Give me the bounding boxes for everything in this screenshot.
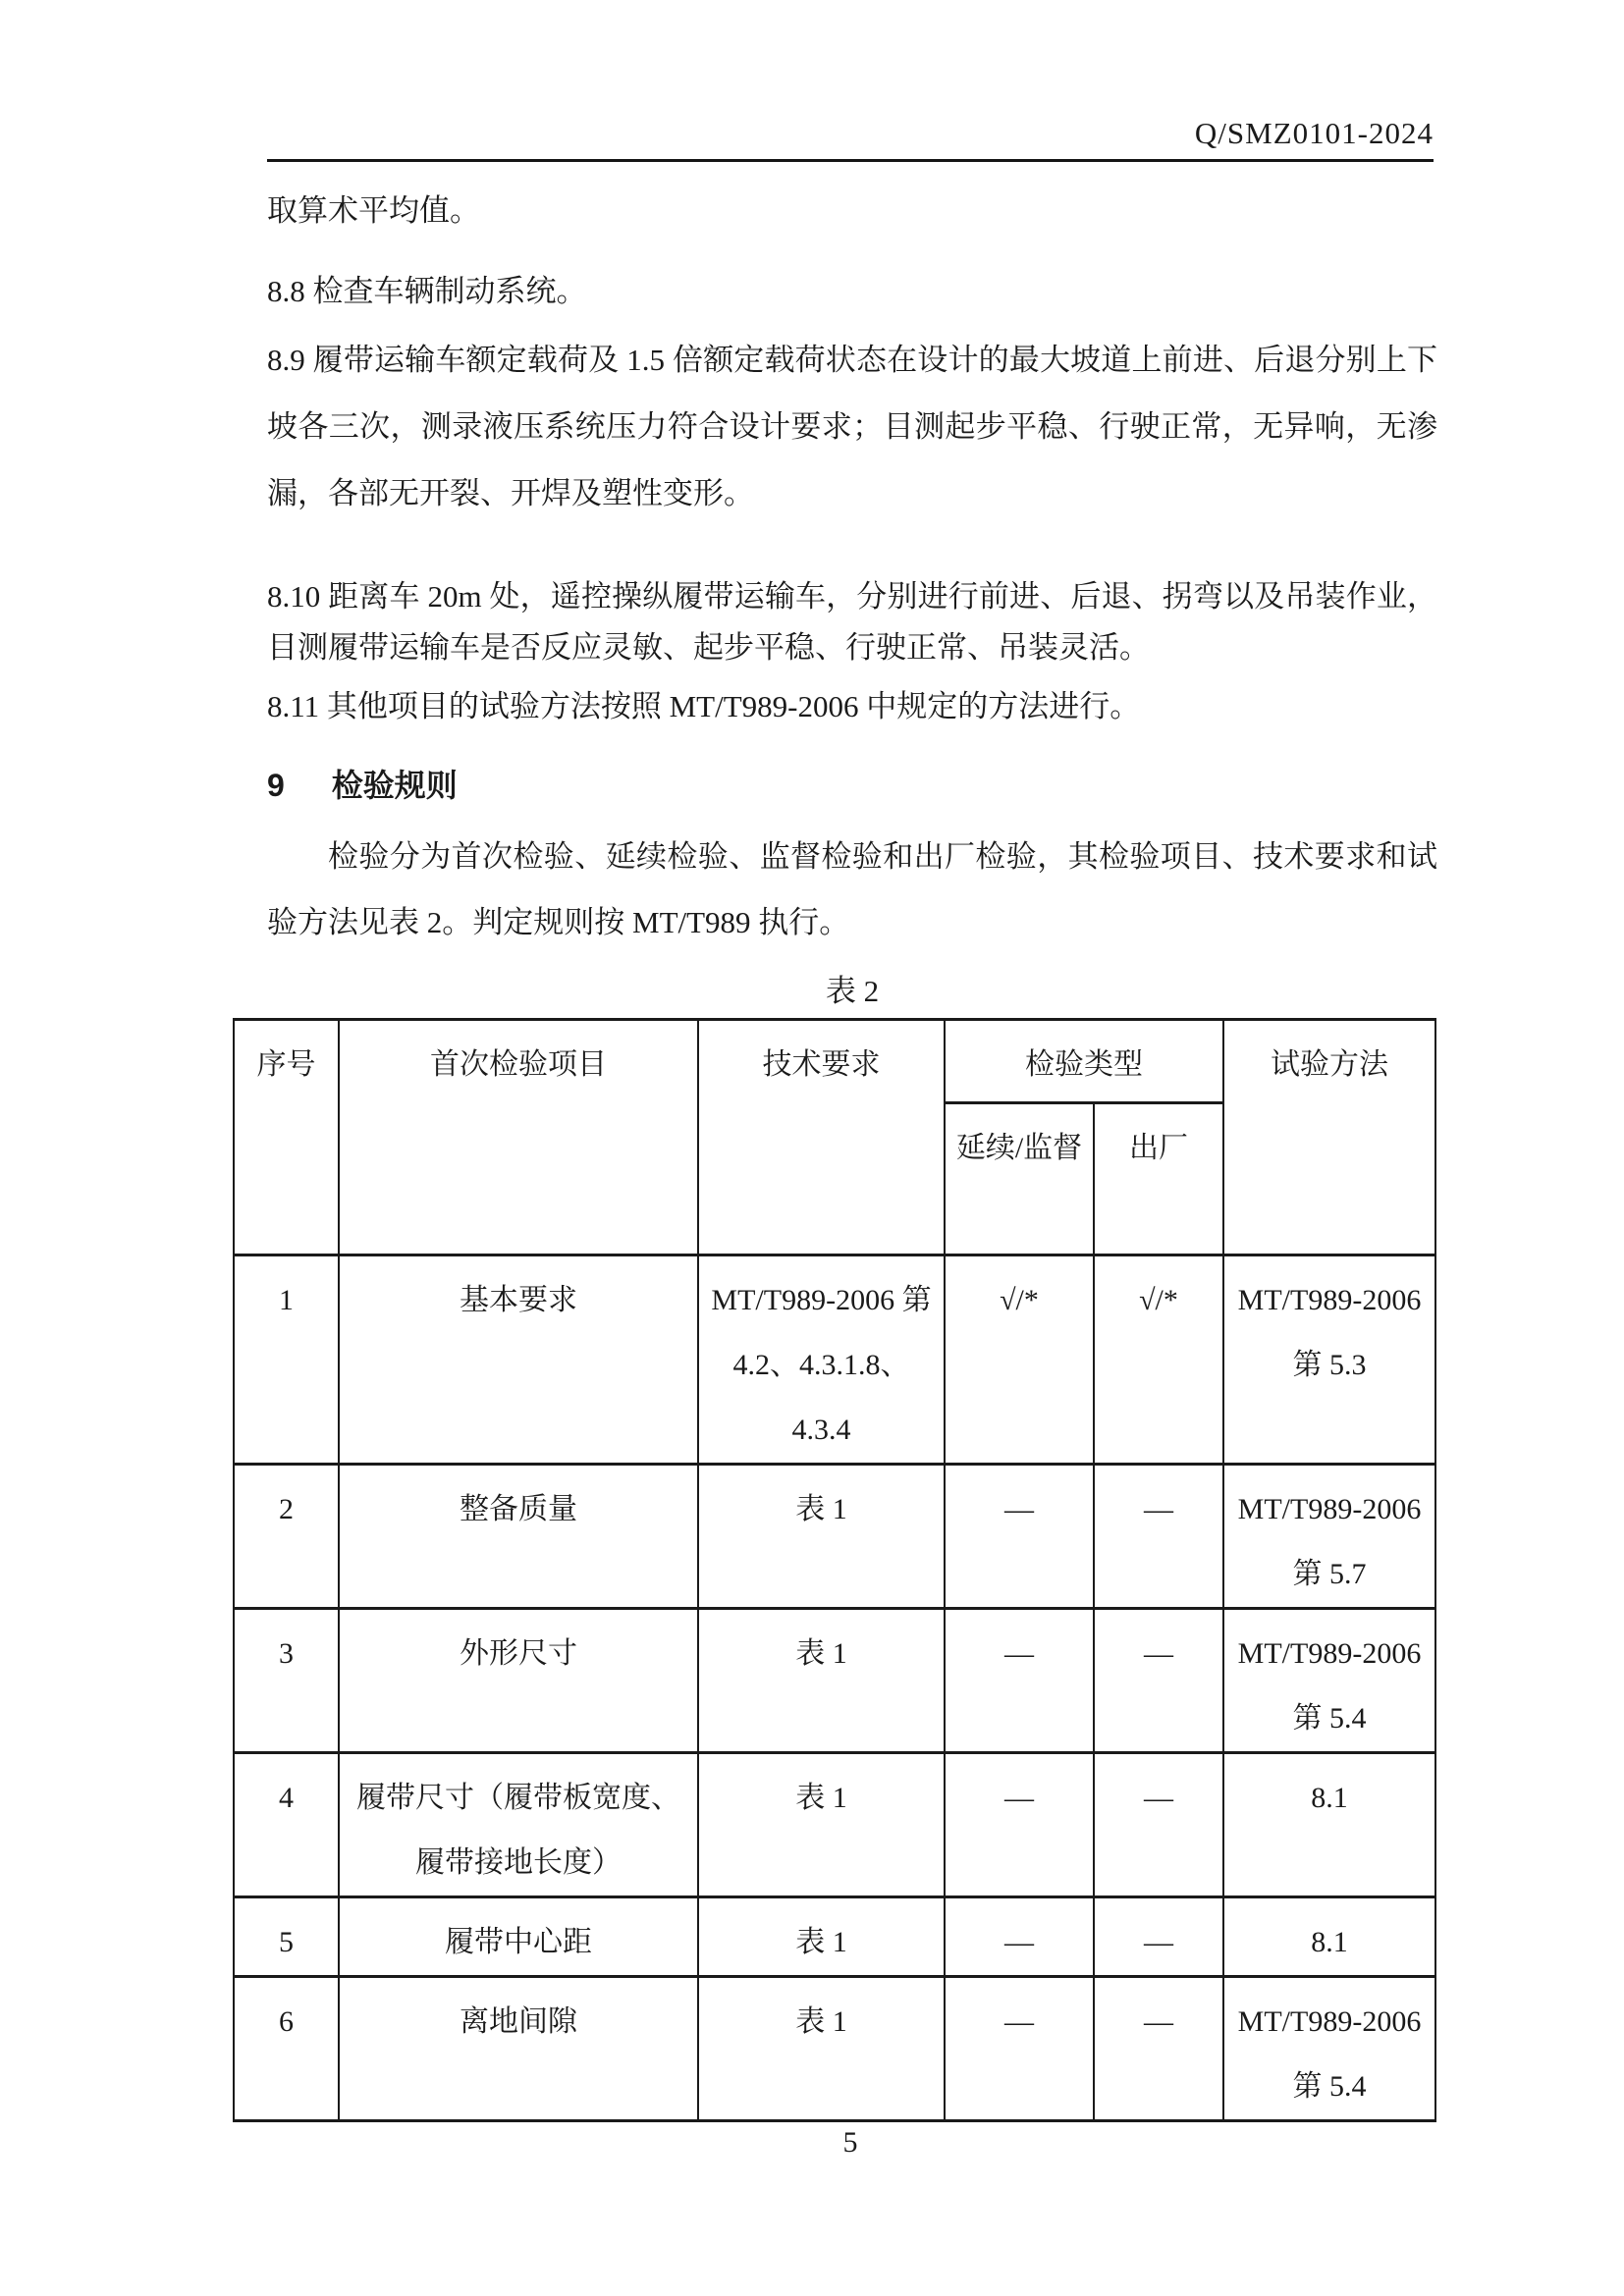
cell-tech: 表 1	[698, 1897, 945, 1977]
cell-method: 8.1	[1223, 1753, 1435, 1897]
section-9-heading	[267, 752, 1437, 819]
paragraph-8-8: 8.8 检查车辆制动系统。	[267, 274, 587, 308]
cell-method: 8.1	[1223, 1897, 1435, 1977]
cell-continue: —	[945, 1753, 1094, 1897]
table-row	[234, 1609, 1435, 1753]
cell-factory: —	[1094, 1753, 1223, 1897]
cell-tech: MT/T989-2006 第 4.2、4.3.1.8、 4.3.4	[698, 1255, 945, 1465]
cell-continue: —	[945, 1977, 1094, 2121]
cell-continue: —	[945, 1897, 1094, 1977]
cell-tech: 表 1	[698, 1977, 945, 2121]
cell-continue: —	[945, 1465, 1094, 1609]
cell-seq: 2	[234, 1465, 339, 1609]
cell-tech: 表 1	[698, 1753, 945, 1897]
doc-number: Q/SMZ0101-2024	[1194, 116, 1434, 150]
paragraph-8-11: 8.11 其他项目的试验方法按照 MT/T989-2006 中规定的方法进行。	[267, 689, 1141, 723]
cell-seq: 1	[234, 1255, 339, 1465]
cell-continue: √/*	[945, 1255, 1094, 1465]
cell-item: 整备质量	[339, 1465, 698, 1609]
col-header-type: 检验类型	[945, 1020, 1223, 1103]
col-header-method: 试验方法	[1223, 1020, 1435, 1255]
cell-seq: 3	[234, 1609, 339, 1753]
cell-item: 履带中心距	[339, 1897, 698, 1977]
paragraph-8-9: 8.9 履带运输车额定载荷及 1.5 倍额定载荷状态在设计的最大坡道上前进、后退分别上下坡各三次，测录液压系统压力符合设计要求；目测起步平稳、行驶正常，无异响，无渗漏，各部无开裂、开焊及塑性变形。	[267, 343, 1437, 510]
page-number: 5	[842, 2126, 858, 2159]
cell-method: MT/T989-2006 第 5.4	[1223, 1609, 1435, 1753]
inspection-rules-table	[233, 1018, 1436, 2122]
cell-factory: √/*	[1094, 1255, 1223, 1465]
section-title: 检验规则	[331, 768, 458, 803]
table-row	[234, 1465, 1435, 1609]
table-row	[234, 1255, 1435, 1465]
cell-seq: 6	[234, 1977, 339, 2121]
cell-factory: —	[1094, 1609, 1223, 1753]
table-row	[234, 1753, 1435, 1897]
col-header-continue-supervise: 延续/监督	[945, 1103, 1094, 1255]
cell-method: MT/T989-2006 第 5.3	[1223, 1255, 1435, 1465]
cell-tech: 表 1	[698, 1465, 945, 1609]
col-header-tech: 技术要求	[698, 1020, 945, 1255]
table-caption: 表 2	[825, 974, 880, 1008]
cell-seq: 4	[234, 1753, 339, 1897]
cell-item: 基本要求	[339, 1255, 698, 1465]
cell-method: MT/T989-2006 第 5.4	[1223, 1977, 1435, 2121]
cell-seq: 5	[234, 1897, 339, 1977]
table-row	[234, 1977, 1435, 2121]
paragraph-average-value: 取算术平均值。	[267, 193, 480, 228]
table-row	[234, 1897, 1435, 1977]
cell-item: 离地间隙	[339, 1977, 698, 2121]
cell-method: MT/T989-2006 第 5.7	[1223, 1465, 1435, 1609]
cell-item: 外形尺寸	[339, 1609, 698, 1753]
section-number: 9	[267, 768, 285, 803]
col-header-factory: 出厂	[1094, 1103, 1223, 1255]
cell-tech: 表 1	[698, 1609, 945, 1753]
cell-factory: —	[1094, 1897, 1223, 1977]
paragraph-inspection-intro: 检验分为首次检验、延续检验、监督检验和出厂检验，其检验项目、技术要求和试验方法见表 2。判定规则按 MT/T989 执行。	[267, 839, 1437, 939]
cell-continue: —	[945, 1609, 1094, 1753]
col-header-item: 首次检验项目	[339, 1020, 698, 1255]
paragraph-8-10: 8.10 距离车 20m 处，遥控操纵履带运输车，分别进行前进、后退、拐弯以及吊装作业，目测履带运输车是否反应灵敏、起步平稳、行驶正常、吊装灵活。	[267, 579, 1437, 665]
cell-item: 履带尺寸（履带板宽度、履带接地长度）	[339, 1753, 698, 1897]
col-header-seq: 序号	[234, 1020, 339, 1255]
cell-factory: —	[1094, 1977, 1223, 2121]
cell-factory: —	[1094, 1465, 1223, 1609]
header-rule	[267, 159, 1434, 162]
